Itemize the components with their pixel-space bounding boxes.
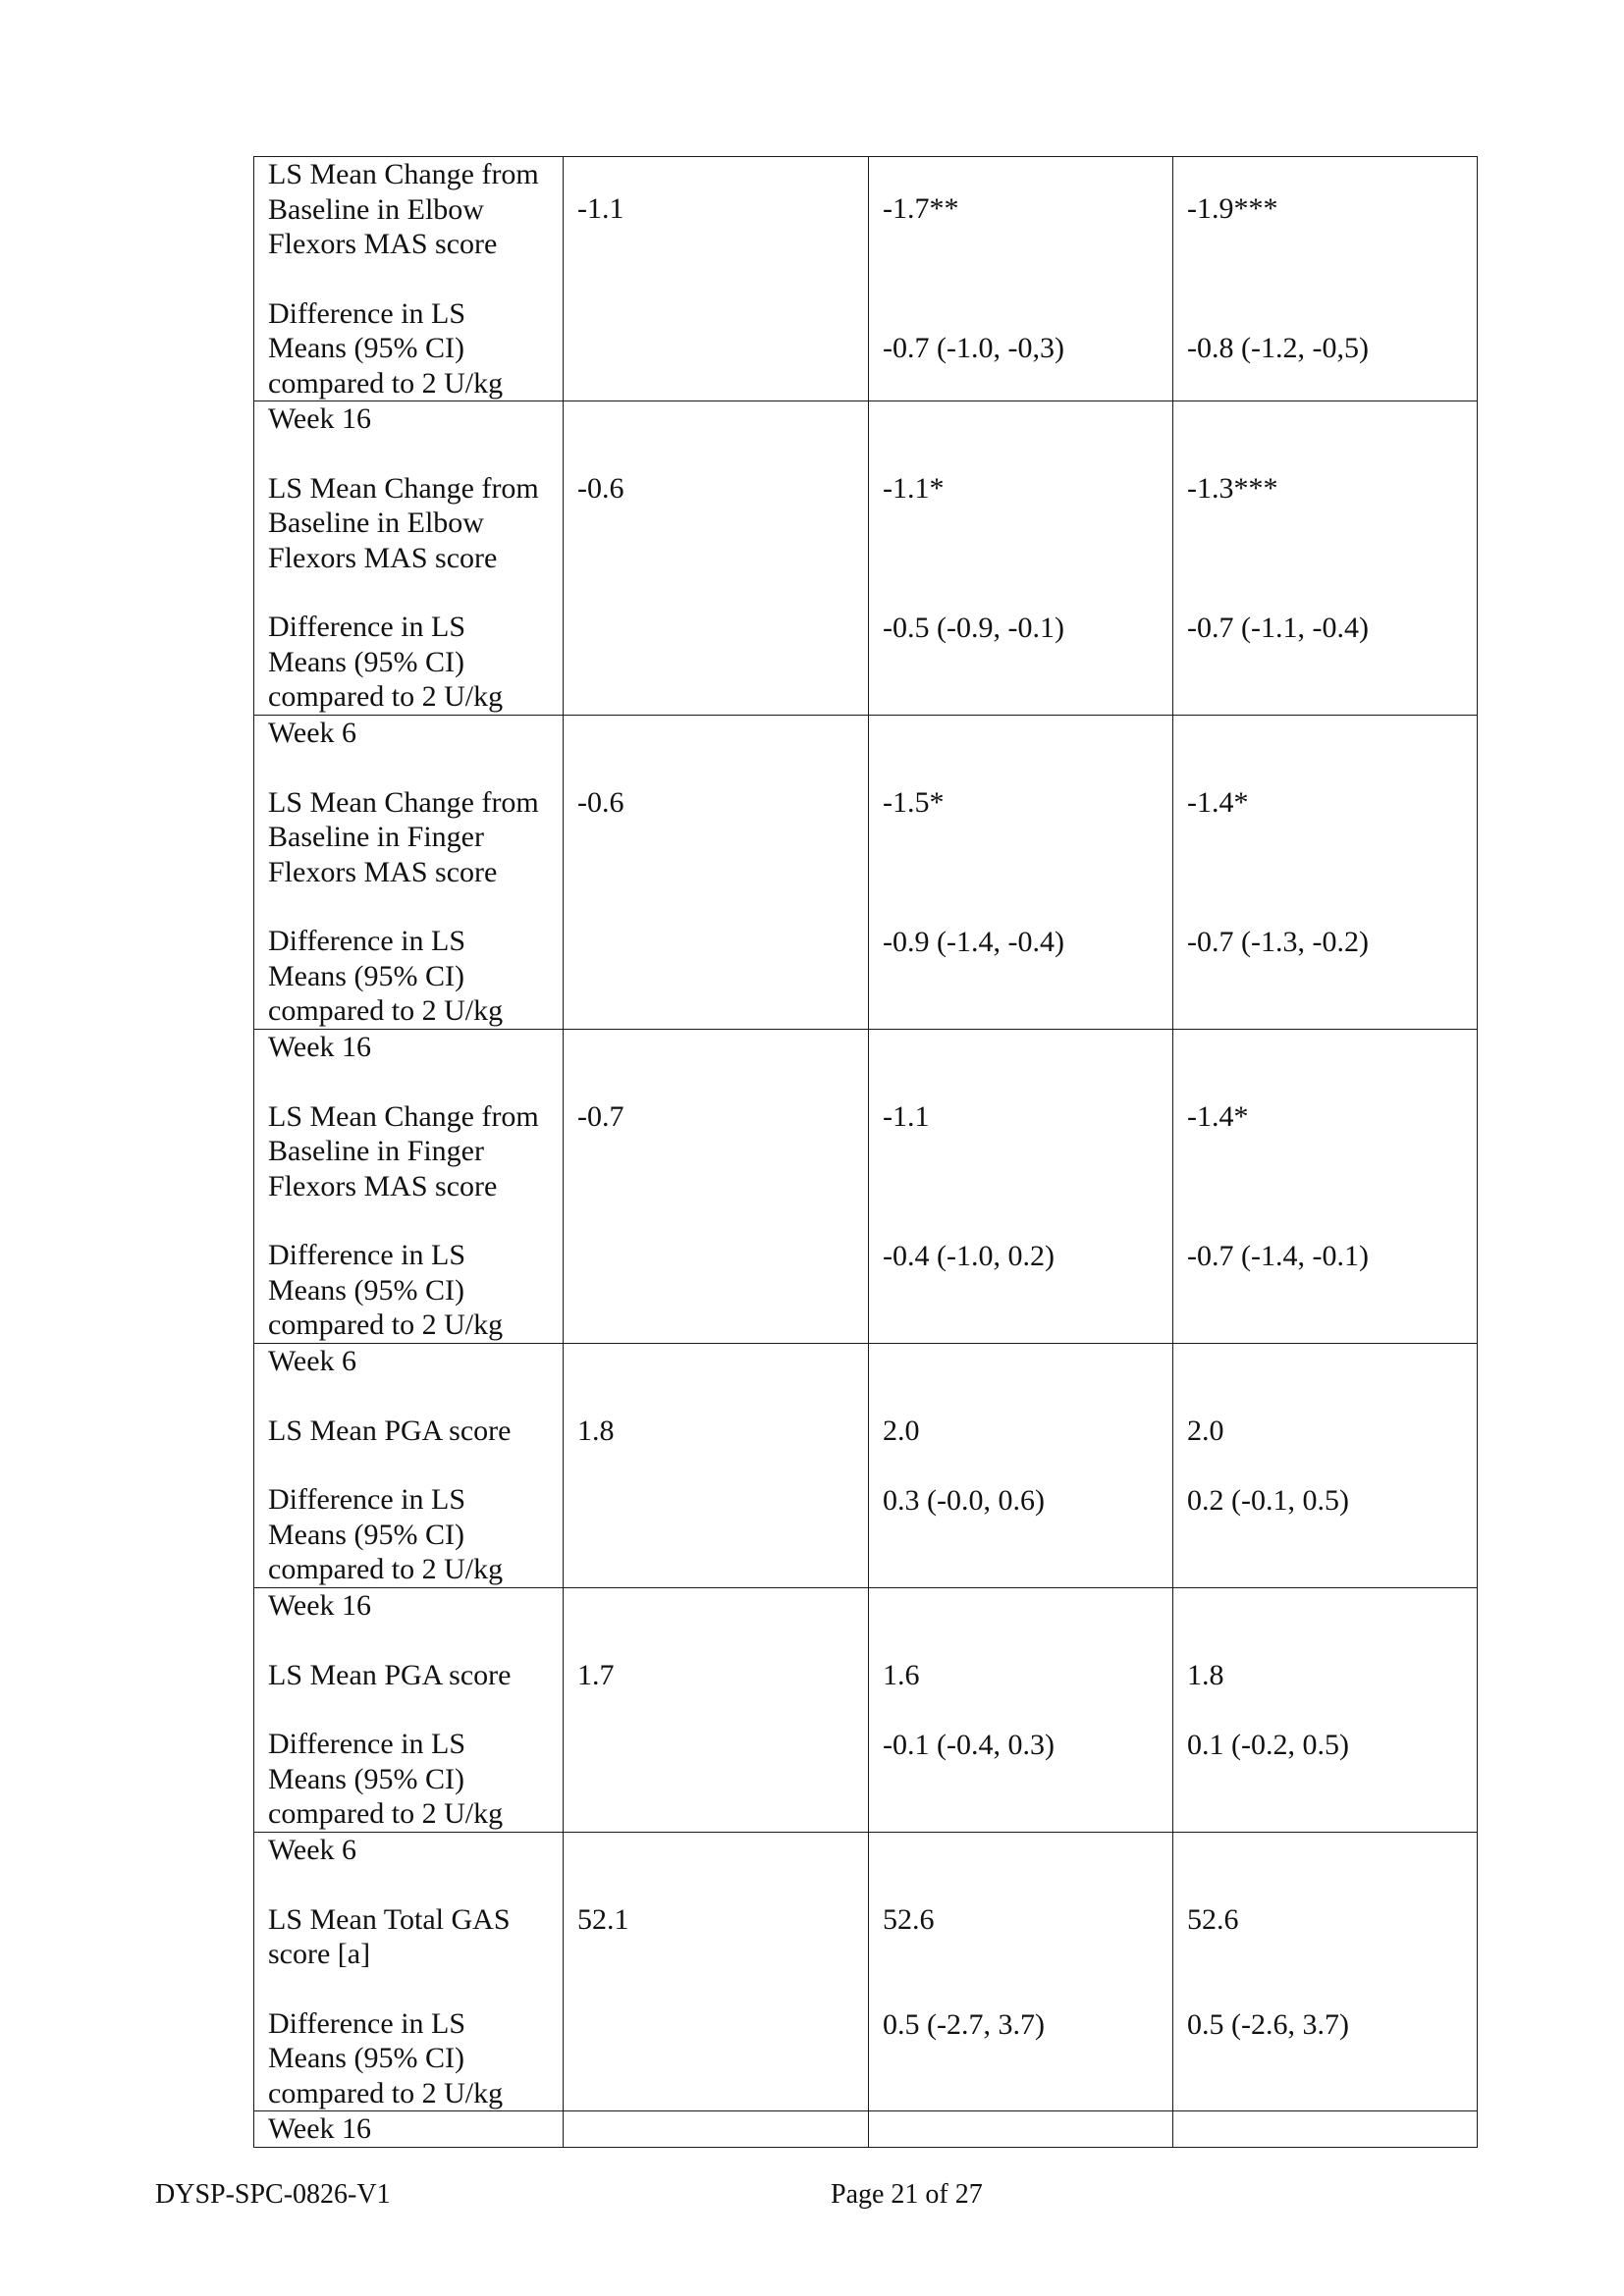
week-label: Week 16 (268, 402, 372, 435)
ls-mean-value: -1.3*** (1187, 472, 1278, 505)
value-cell (869, 1588, 1173, 1833)
value-cell (1173, 1588, 1478, 1833)
ls-mean-value: 1.7 (577, 1659, 615, 1691)
ls-mean-value: -1.5* (883, 786, 945, 819)
value-cell (564, 1588, 869, 1833)
ls-mean-value: -1.4* (1187, 786, 1249, 819)
ls-mean-value: 52.1 (577, 1903, 629, 1936)
week-label: Week 6 (268, 717, 357, 749)
label-cell (254, 1588, 564, 1833)
measure-label: LS Mean Change from Baseline in Finger Flexors MAS score (268, 1099, 539, 1202)
measure-label: LS Mean Total GAS score [a] (268, 1902, 511, 1970)
label-cell (254, 1833, 564, 2111)
value-cell (564, 1030, 869, 1344)
week-label: Week 16 (268, 2112, 372, 2145)
value-cell (869, 401, 1173, 716)
ls-diff-value: 0.5 (-2.6, 3.7) (1187, 2007, 1349, 2041)
ls-mean-value: -1.9*** (1187, 192, 1278, 225)
value-cell (869, 1833, 1173, 2111)
ls-mean-value: 1.8 (577, 1415, 615, 1447)
label-cell (254, 401, 564, 716)
measure-label: LS Mean PGA score (268, 1414, 512, 1447)
ls-diff-value: -0.5 (-0.9, -0.1) (883, 611, 1064, 644)
ls-diff-value: -0.1 (-0.4, 0.3) (883, 1728, 1055, 1761)
label-cell (254, 1030, 564, 1344)
ls-diff-value: -0.8 (-1.2, -0,5) (1187, 331, 1369, 364)
label-cell (254, 157, 564, 401)
value-cell (1173, 1344, 1478, 1588)
value-cell (564, 157, 869, 401)
value-cell (869, 2111, 1173, 2148)
ls-mean-value: 1.8 (1187, 1659, 1224, 1691)
diff-label: Difference in LS Means (95% CI) compared to 2 U/kg (268, 296, 504, 400)
value-cell (1173, 401, 1478, 716)
value-cell (1173, 2111, 1478, 2148)
week-label: Week 6 (268, 1834, 357, 1866)
diff-label: Difference in LS Means (95% CI) compared to 2 U/kg (268, 925, 504, 1027)
ls-mean-value: 52.6 (883, 1903, 935, 1936)
value-cell (564, 401, 869, 716)
ls-mean-value: -0.7 (577, 1100, 624, 1133)
document-id: DYSP-SPC-0826-V1 (155, 2179, 391, 2210)
value-cell (869, 1030, 1173, 1344)
value-cell (564, 1344, 869, 1588)
table-row (254, 401, 1478, 716)
week-label: Week 16 (268, 1589, 372, 1622)
week-label: Week 16 (268, 1031, 372, 1063)
ls-diff-value: 0.2 (-0.1, 0.5) (1187, 1483, 1349, 1517)
ls-mean-value: 2.0 (1187, 1415, 1224, 1447)
table-row (254, 1030, 1478, 1344)
ls-mean-value: 52.6 (1187, 1903, 1239, 1936)
table-row (254, 157, 1478, 401)
ls-diff-value: -0.7 (-1.1, -0.4) (1187, 611, 1369, 644)
table-row (254, 716, 1478, 1030)
ls-diff-value: 0.5 (-2.7, 3.7) (883, 2007, 1045, 2041)
diff-label: Difference in LS Means (95% CI) compared to 2 U/kg (268, 2006, 504, 2109)
ls-mean-value: -1.7** (883, 192, 959, 225)
page-number: Page 21 of 27 (831, 2179, 983, 2210)
ls-mean-value: -0.6 (577, 786, 624, 819)
ls-diff-value: -0.7 (-1.3, -0.2) (1187, 925, 1369, 958)
table-row (254, 1344, 1478, 1588)
value-cell (1173, 1833, 1478, 2111)
value-cell (869, 1344, 1173, 1588)
label-cell (254, 716, 564, 1030)
value-cell (564, 716, 869, 1030)
ls-mean-value: 2.0 (883, 1415, 920, 1447)
table-row (254, 1588, 1478, 1833)
ls-mean-value: -1.1* (883, 472, 945, 505)
label-cell (254, 2111, 564, 2148)
ls-mean-value: -1.4* (1187, 1100, 1249, 1133)
table-row (254, 2111, 1478, 2148)
table-row (254, 1833, 1478, 2111)
ls-mean-value: -1.1 (883, 1100, 930, 1133)
measure-label: LS Mean Change from Baseline in Finger Flexors MAS score (268, 785, 539, 888)
ls-mean-value: 1.6 (883, 1659, 920, 1691)
ls-diff-value: 0.3 (-0.0, 0.6) (883, 1483, 1045, 1517)
measure-label: LS Mean PGA score (268, 1658, 512, 1691)
label-cell (254, 1344, 564, 1588)
diff-label: Difference in LS Means (95% CI) compared to 2 U/kg (268, 1728, 504, 1830)
measure-label: LS Mean Change from Baseline in Elbow Flexors MAS score (268, 158, 539, 260)
measure-label: LS Mean Change from Baseline in Elbow Flexors MAS score (268, 471, 539, 574)
diff-label: Difference in LS Means (95% CI) compared to 2 U/kg (268, 1239, 504, 1341)
value-cell (869, 716, 1173, 1030)
value-cell (869, 157, 1173, 401)
results-table (253, 156, 1478, 2148)
value-cell (564, 2111, 869, 2148)
ls-mean-value: -1.1 (577, 192, 624, 225)
ls-diff-value: -0.7 (-1.4, -0.1) (1187, 1239, 1369, 1272)
ls-diff-value: -0.9 (-1.4, -0.4) (883, 925, 1064, 958)
value-cell (1173, 1030, 1478, 1344)
ls-mean-value: -0.6 (577, 472, 624, 505)
diff-label: Difference in LS Means (95% CI) compared to 2 U/kg (268, 611, 504, 713)
value-cell (564, 1833, 869, 2111)
value-cell (1173, 157, 1478, 401)
diff-label: Difference in LS Means (95% CI) compared to 2 U/kg (268, 1483, 504, 1585)
ls-diff-value: -0.7 (-1.0, -0,3) (883, 331, 1064, 364)
week-label: Week 6 (268, 1345, 357, 1377)
value-cell (1173, 716, 1478, 1030)
ls-diff-value: -0.4 (-1.0, 0.2) (883, 1239, 1055, 1272)
ls-diff-value: 0.1 (-0.2, 0.5) (1187, 1728, 1349, 1761)
